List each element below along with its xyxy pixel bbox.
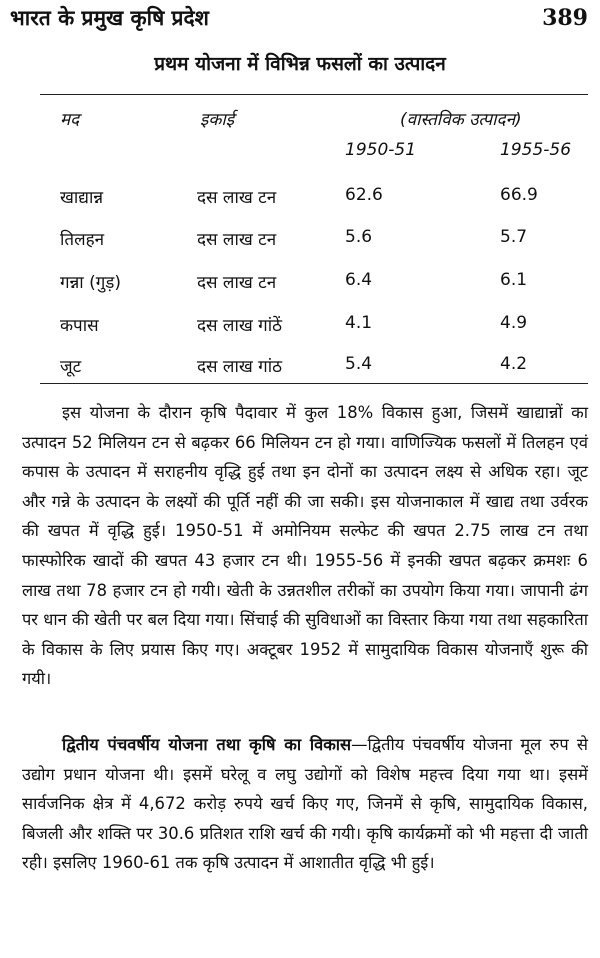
row-3-value-1950: 6.4	[345, 270, 373, 290]
table-title: प्रथम योजना में विभिन्न फसलों का उत्पादन	[154, 53, 446, 75]
row-2-item: तिलहन	[60, 230, 105, 250]
row-4-unit: दस लाख गांठें	[197, 316, 283, 336]
row-4-value-1955: 4.9	[500, 313, 528, 333]
table-bottom-rule	[40, 383, 588, 384]
header-item: मद	[60, 110, 80, 130]
row-4-item: कपास	[60, 316, 99, 336]
row-1-value-1955: 66.9	[500, 185, 538, 205]
second-plan-heading: द्वितीय पंचवर्षीय योजना तथा कृषि का विकास	[62, 735, 352, 754]
second-plan-body: —द्वितीय पंचवर्षीय योजना मूल रुप से उद्योग प्रधान योजना थी। इसमें घरेलू व लघु उद्योगों को विशेष महत्त्व दिया गया था। इसमें सार्वजनिक क्षेत्र में 4,672 करोड़ रुपये खर्च किए गए, जिनमें से कृषि, सामुदायिक विकास, बिजली और शक्ति पर 30.6 प्रतिशत राशि खर्च की गयी। कृषि कार्यक्रमों को भी महत्ता दी जाती रही। इसलिए 1960-61 तक कृषि उत्पादन में आशातीत वृद्धि भी हुई।	[22, 735, 588, 873]
running-title: भारत के प्रमुख कृषि प्रदेश	[10, 6, 209, 30]
row-1-unit: दस लाख टन	[197, 188, 277, 208]
table-top-rule	[40, 94, 588, 95]
row-5-unit: दस लाख गांठ	[197, 357, 283, 377]
header-actual-production: (वास्तविक उत्पादन)	[400, 110, 522, 130]
paragraph-second-plan	[22, 730, 588, 878]
row-3-value-1955: 6.1	[500, 270, 528, 290]
page-number: 389	[542, 5, 588, 31]
paragraph-first-plan: इस योजना के दौरान कृषि पैदावार में कुल 18% विकास हुआ, जिसमें खाद्यान्नों का उत्पादन 52 मिलियन टन से बढ़कर 66 मिलियन टन हो गया। वाणिज्यिक फसलों में तिलहन एवं कपास के उत्पादन में सराहनीय वृद्धि हुई तथा इन दोनों का उत्पादन लक्ष्य से अधिक रहा। जूट और गन्ने के उत्पादन के लक्ष्यों की पूर्ति नहीं की जा सकी। इस योजनाकाल में खाद्य तथा उर्वरक की खपत में वृद्धि हुई। 1950-51 में अमोनियम सल्फेट की खपत 2.75 लाख टन तथा फास्फोरिक खादों की खपत 43 हजार टन थी। 1955-56 में इनकी खपत बढ़कर क्रमशः 6 लाख तथा 78 हजार टन हो गयी। खेती के उन्नतशील तरीकों का उपयोग किया गया। जापानी ढंग पर धान की खेती पर बल दिया गया। सिंचाई की सुविधाओं का विस्तार किया गया तथा सहकारिता के विकास के लिए प्रयास किए गए। अक्टूबर 1952 में सामुदायिक विकास योजनाएँ शुरू की गयी।	[22, 403, 588, 689]
row-2-value-1955: 5.7	[500, 227, 528, 247]
running-header	[10, 4, 588, 38]
row-3-item: गन्ना (गुड़)	[60, 273, 121, 293]
row-1-item: खाद्यान्न	[60, 188, 104, 208]
row-1-value-1950: 62.6	[345, 185, 383, 205]
row-2-unit: दस लाख टन	[197, 230, 277, 250]
row-3-unit: दस लाख टन	[197, 273, 277, 293]
row-5-value-1955: 4.2	[500, 354, 528, 374]
header-year-1950: 1950-51	[345, 140, 417, 160]
row-5-item: जूट	[60, 357, 82, 377]
row-2-value-1950: 5.6	[345, 227, 373, 247]
row-5-value-1950: 5.4	[345, 354, 373, 374]
header-year-1955: 1955-56	[500, 140, 572, 160]
header-unit: इकाई	[200, 110, 235, 130]
row-4-value-1950: 4.1	[345, 313, 373, 333]
